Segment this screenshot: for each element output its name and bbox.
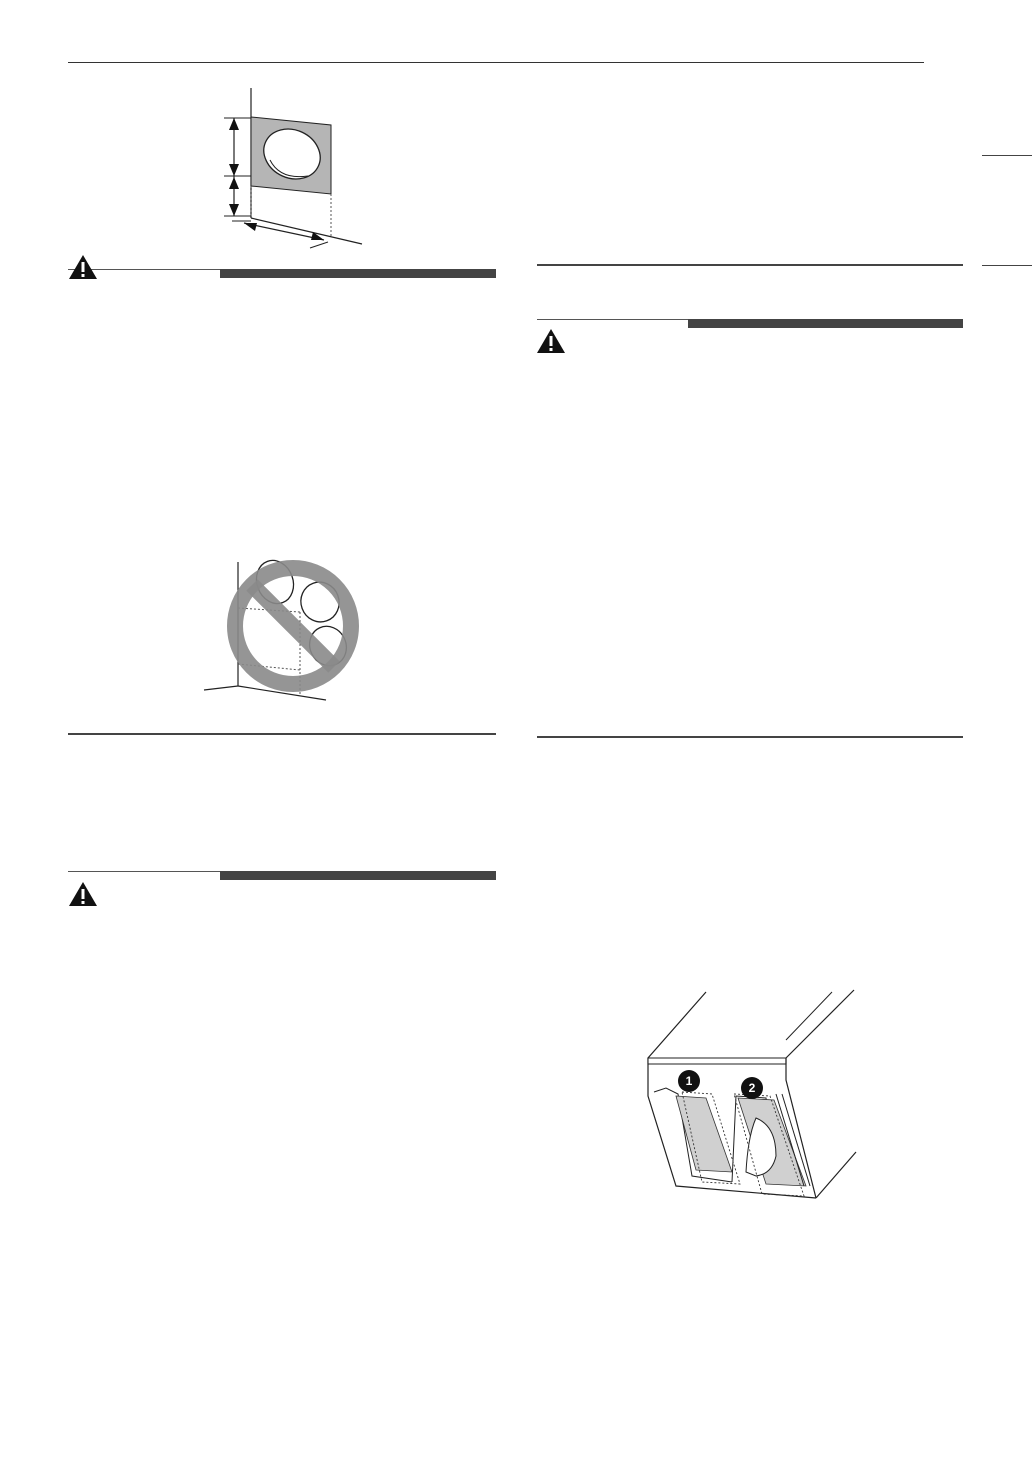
warning-header-band (220, 269, 496, 278)
callout-badge-1: 1 (678, 1070, 700, 1092)
side-tab-marker-bottom (982, 265, 1032, 266)
section-rule-right (537, 736, 963, 738)
warning-triangle-icon (68, 254, 98, 280)
side-tab-marker-top (982, 155, 1032, 156)
warning-triangle-icon (68, 881, 98, 907)
warning-header-band (688, 319, 963, 328)
prohibited-holes-figure (200, 552, 370, 712)
callout-badge-2: 2 (741, 1077, 763, 1099)
header-rule (68, 62, 924, 63)
section-rule-right (537, 264, 963, 266)
wall-hole-dimension-figure (210, 84, 380, 254)
warning-triangle-icon (536, 328, 566, 354)
warning-header-band (220, 871, 496, 880)
section-rule-left (68, 733, 496, 735)
